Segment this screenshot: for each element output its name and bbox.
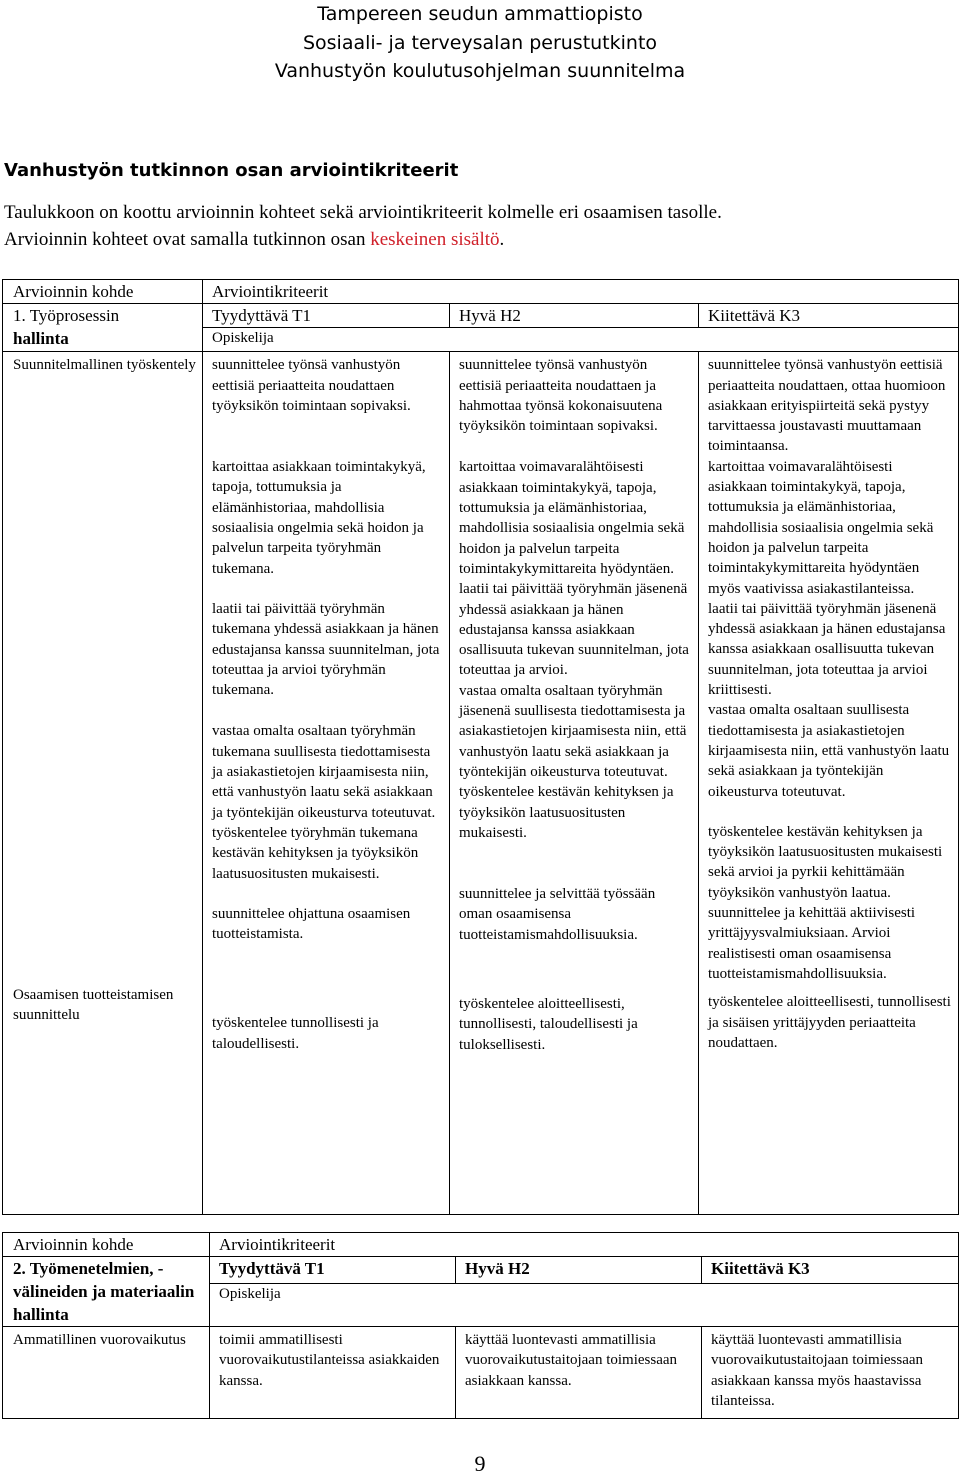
target-planned-work: Suunnitelmallinen työskentely (13, 357, 196, 374)
document-header (0, 0, 960, 86)
col-header-target-2: Arvioinnin kohde (3, 1233, 210, 1257)
level-t1-2: Tyydyttävä T1 (210, 1257, 456, 1284)
k3-item-g: työskentelee aloitteellisesti, tunnollisesti ja sisäisen yrittäjyyden periaatteita noudattaen. (708, 994, 951, 1051)
section-heading: Vanhustyön tutkinnon osan arviointikriteerit (4, 160, 459, 181)
level-h2-2: Hyvä H2 (456, 1257, 702, 1284)
h2-interaction: käyttää luontevasti ammatillisia vuorovaikutustaitojaan toimiessaan asiakkaan kanssa. (456, 1327, 702, 1419)
intro-line-1: Taulukkoon on koottu arvioinnin kohteet sekä arviointikriteerit kolmelle eri osaamisen tasolle. (4, 202, 722, 223)
col-header-target: Arvioinnin kohde (3, 280, 203, 304)
degree-name: Sosiaali- ja terveysalan perustutkinto (302, 31, 658, 54)
section-title (3, 304, 203, 352)
t1-item-e: työskentelee työryhmän tukemana kestävän kehityksen ja työyksikön laatusuositusten mukaisesti. (212, 824, 419, 882)
intro-line-2-end: . (499, 229, 505, 250)
h2-item-e: työskentelee kestävän kehityksen ja työyksikön laatusuositusten mukaisesti. (459, 784, 674, 841)
k3-interaction: käyttää luontevasti ammatillisia vuorovaikutustaitojaan toimiessaan asiakkaan kanssa myös haastavissa tilanteissa. (702, 1327, 959, 1419)
t1-item-f: suunnittelee ohjattuna osaamisen tuotteistamista. (212, 905, 411, 943)
h2-item-g: työskentelee aloitteellisesti, tunnollisesti, taloudellisesti ja tuloksellisesti. (459, 996, 638, 1053)
k3-item-c: laatii tai päivittää työryhmän jäsenenä yhdessä asiakkaan ja hänen edustajansa kanssa asiakkaan osallisuutta tukevan suunnitelman, jota toteuttaa ja arvioi kriittisesti. (708, 600, 946, 699)
student-label-2: Opiskelija (210, 1284, 959, 1327)
level-k3: Kiitettävä K3 (699, 304, 959, 328)
h2-item-d: vastaa omalta osaltaan työryhmän jäsenenä suullisesta tiedottamisesta ja asiakastietojen kirjaamisesta niin, että vanhustyön laatu sekä asiakkaan ja työntekijän oikeusturva toteutuvat. (459, 682, 687, 780)
target-productisation: Osaamisen tuotteistamisen suunnittelu (13, 986, 174, 1023)
k3-item-e: työskentelee kestävän kehityksen ja työyksikön laatusuositusten mukaisesti sekä arvioi ja pyrkii kehittämään työyksikön vanhustyön laatua. (708, 823, 943, 901)
intro-core-content: keskeinen sisältö (370, 229, 500, 250)
intro-line-2 (4, 226, 954, 253)
school-name: Tampereen seudun ammattiopisto (317, 3, 643, 25)
k3-item-b: kartoittaa voimavaralähtöisesti asiakkaan toimintakykyä, tapoja, tottumuksia ja elämänhistoriaa, mahdollisia sosiaalisia ongelmia sekä hoidon ja palvelun tarpeita toimintakykymittareita hyödyntäen myös vaativissa asiakastilanteissa. (708, 458, 934, 597)
t1-interaction: toimii ammatillisesti vuorovaikutustilanteissa asiakkaiden kanssa. (210, 1327, 456, 1419)
h2-item-b: kartoittaa voimavaralähtöisesti asiakkaan toimintakykyä, tapoja, tottumuksia ja elämänhistoriaa, mahdollisia sosiaalisia ongelmia sekä hoidon ja palvelun tarpeita toimintakykymittareita hyödyntäen. (459, 459, 685, 577)
criteria-table-1 (2, 279, 959, 1215)
programme-name: Vanhustyön koulutusohjelman suunnitelma (274, 60, 686, 82)
intro-line-2-start: Arvioinnin kohteet ovat samalla tutkinnon osan (4, 229, 371, 250)
intro-paragraph (4, 199, 954, 253)
h2-item-c: laatii tai päivittää työryhmän jäsenenä yhdessä asiakkaan ja hänen edustajansa kanssa asiakkaan osallisuuta tukevan suunnitelman, jota toteuttaa ja arvioi. (459, 581, 689, 679)
t1-item-g: työskentelee tunnollisesti ja taloudellisesti. (212, 1015, 379, 1052)
section-title-line-2: hallinta (13, 329, 69, 348)
criteria-table-2 (2, 1232, 959, 1419)
student-label: Opiskelija (203, 328, 959, 352)
level-t1: Tyydyttävä T1 (203, 304, 450, 328)
page-number: 9 (474, 1451, 486, 1476)
criteria-t1-cell (203, 352, 450, 1215)
h2-item-f: suunnittelee ja selvittää työssään oman osaamisensa tuotteistamismahdollisuuksia. (459, 886, 656, 943)
target-interaction: Ammatillinen vuorovaikutus (3, 1327, 210, 1419)
t1-item-d: vastaa omalta osaltaan työryhmän tukemana suullisesta tiedottamisesta ja asiakastietojen kirjaamisesta niin, että vanhustyön laatu sekä asiakkaan ja työntekijän oikeusturva toteutuvat. (212, 723, 436, 821)
criteria-h2-cell (450, 352, 699, 1215)
criteria-k3-cell (699, 352, 959, 1215)
level-k3-2: Kiitettävä K3 (702, 1257, 959, 1284)
h2-item-a: suunnittelee työnsä vanhustyön eettisiä periaatteita noudattaen ja hahmottaa työnsä kokonaisuutena työyksikön toimintaan sopivaksi. (459, 357, 663, 435)
col-header-criteria-2: Arviointikriteerit (210, 1233, 959, 1257)
k3-item-a: suunnittelee työnsä vanhustyön eettisiä periaatteita noudattaen, ottaa huomioon asiakkaan erityispiirteitä sekä pystyy tarvittaessa joustavasti muuttamaan toimintaansa. (708, 357, 946, 455)
target-cell (3, 352, 203, 1215)
t1-item-a: suunnittelee työnsä vanhustyön eettisiä periaatteita noudattaen työyksikön toimintaan sopivaksi. (212, 357, 411, 414)
section-title-2: 2. Työmenetelmien, -välineiden ja materiaalin hallinta (3, 1257, 210, 1327)
t1-item-b: kartoittaa asiakkaan toimintakykyä, tapoja, tottumuksia ja elämänhistoriaa, mahdollisia sosiaalisia ongelmia sekä hoidon ja palvelun tarpeita työryhmän tukemana. (212, 459, 426, 577)
section-title-line-1: 1. Työprosessin (13, 306, 120, 325)
k3-item-d: vastaa omalta osaltaan suullisesta tiedottamisesta ja asiakastietojen kirjaamisesta niin, että vanhustyön laatu sekä asiakkaan ja työntekijän oikeusturva toteutuvat. (708, 702, 950, 800)
t1-item-c: laatii tai päivittää työryhmän tukemana yhdessä asiakkaan ja hänen edustajansa kanssa suunnitelman, jota toteuttaa ja arvioi työryhmän tukemana. (212, 600, 440, 699)
col-header-criteria: Arviointikriteerit (203, 280, 959, 304)
level-h2: Hyvä H2 (450, 304, 699, 328)
k3-item-f: suunnittelee ja kehittää aktiivisesti yrittäjyysvalmiuksiaan. Arvioi realistisesti oman osaamisensa tuotteistamismahdollisuuksia. (708, 905, 916, 982)
